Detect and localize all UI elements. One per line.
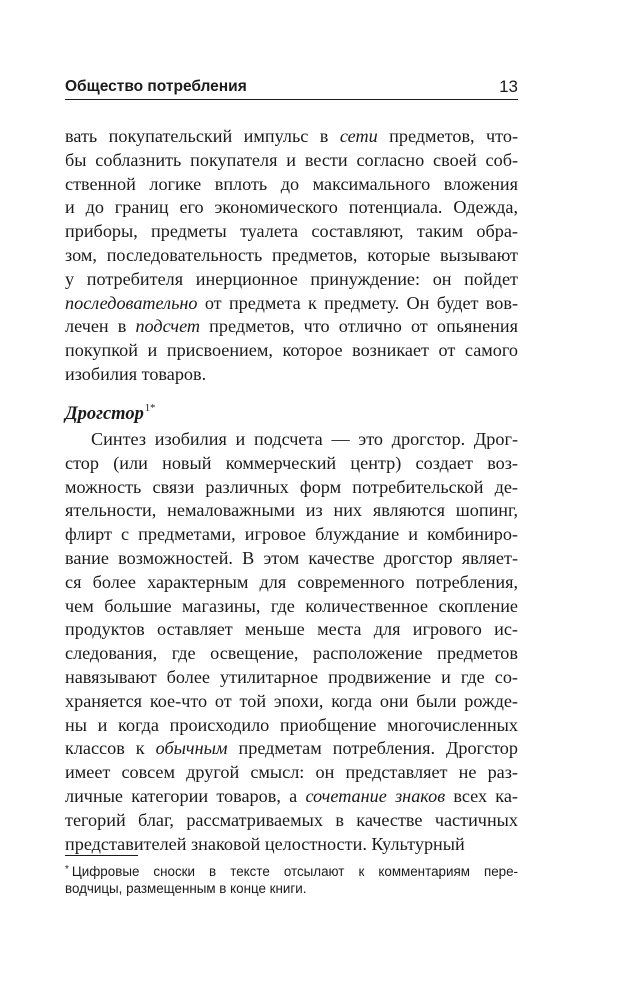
text-line: классов к обычным предметам потребления. Дрогстор [65, 738, 518, 759]
text-line: и до границ его экономического потенциала. Одежда, [65, 197, 518, 218]
text-line: лечен в подсчет предметов, что отлично от опьянения [65, 316, 518, 337]
text-line: последовательно от предмета к предмету. Он будет вов- [65, 292, 518, 313]
italic-term: подсчет [135, 316, 201, 337]
text-line: бы соблазнить покупателя и вести согласно своей соб- [65, 149, 518, 170]
section-note-ref[interactable]: 1* [144, 403, 156, 414]
footnote-rule [65, 855, 138, 856]
italic-term: сочетание знаков [305, 785, 446, 806]
footnote-text: водчицы, размещенным в конце книги. [65, 881, 307, 896]
text-line: стор (или новый коммерческий центр) создает воз- [65, 452, 518, 473]
text-line: Синтез изобилия и подсчета — это дрогстор. Дрог- [91, 429, 518, 449]
text-line: ятельности, немаловажными из них являются шопинг, [65, 500, 518, 521]
text-line: тегорий благ, рассматриваемых в качестве частичных [65, 809, 518, 830]
text-line: изобилия товаров. [65, 363, 207, 384]
text-line: ны и когда происходило приобщение многочисленных [65, 714, 518, 735]
text-line: ственной логике вплоть до максимального вложения [65, 173, 518, 194]
text-line: имеет совсем другой смысл: он представляет не раз- [65, 762, 518, 783]
section-heading [65, 397, 155, 426]
text-line: у потребителя инерционное принуждение: он пойдет [65, 268, 518, 289]
running-head-title: Общество потребления [65, 78, 247, 95]
paragraph-1 [65, 125, 518, 387]
text-line: покупкой и присвоением, которое возникает от самого [65, 340, 518, 361]
text-line: личные категории товаров, а сочетание знаков всех ка- [65, 785, 518, 806]
section-heading-text: Дрогстор [65, 404, 144, 424]
footnote-line [65, 860, 518, 879]
text-line: чем большие магазины, где количественное скопление [65, 595, 518, 616]
text-line: следования, где освещение, расположение предметов [65, 643, 518, 664]
text-line: ся более характерным для современного потребления, [65, 571, 518, 592]
italic-term: обычным [155, 738, 228, 759]
text-line: вание возможностей. В этом качестве дрогстор являет- [65, 547, 518, 568]
running-head-rule [65, 99, 518, 100]
text-line: продуктов оставляет меньше места для игрового ис- [65, 619, 518, 640]
text-line: представителей знаковой целостности. Культурный [65, 833, 465, 854]
text-line: навязывают более утилитарное продвижение и где со- [65, 666, 518, 687]
text-line: флирт с предметами, игровое блуждание и комбиниро- [65, 524, 518, 545]
text-line: можность связи различных форм потребительской де- [65, 476, 518, 497]
running-head [65, 76, 518, 98]
text-line: храняется кое-что от той эпохи, когда они были рожде- [65, 690, 518, 711]
footnote-line [65, 879, 518, 898]
text-line: вать покупательский импульс в сети предметов, что- [65, 126, 519, 146]
italic-term: сети [339, 126, 378, 146]
footnote-text: Цифровые сноски в тексте отсылают к комментариям пере- [71, 864, 518, 879]
page-number: 13 [499, 77, 518, 96]
footnote-marker: * [65, 864, 69, 875]
text-line: приборы, предметы туалета составляют, таким обра- [65, 221, 518, 242]
italic-term: последовательно [65, 292, 198, 313]
footnote [65, 860, 518, 898]
paragraph-2 [65, 428, 518, 856]
text-line: зом, последовательность предметов, которые вызывают [65, 244, 518, 265]
